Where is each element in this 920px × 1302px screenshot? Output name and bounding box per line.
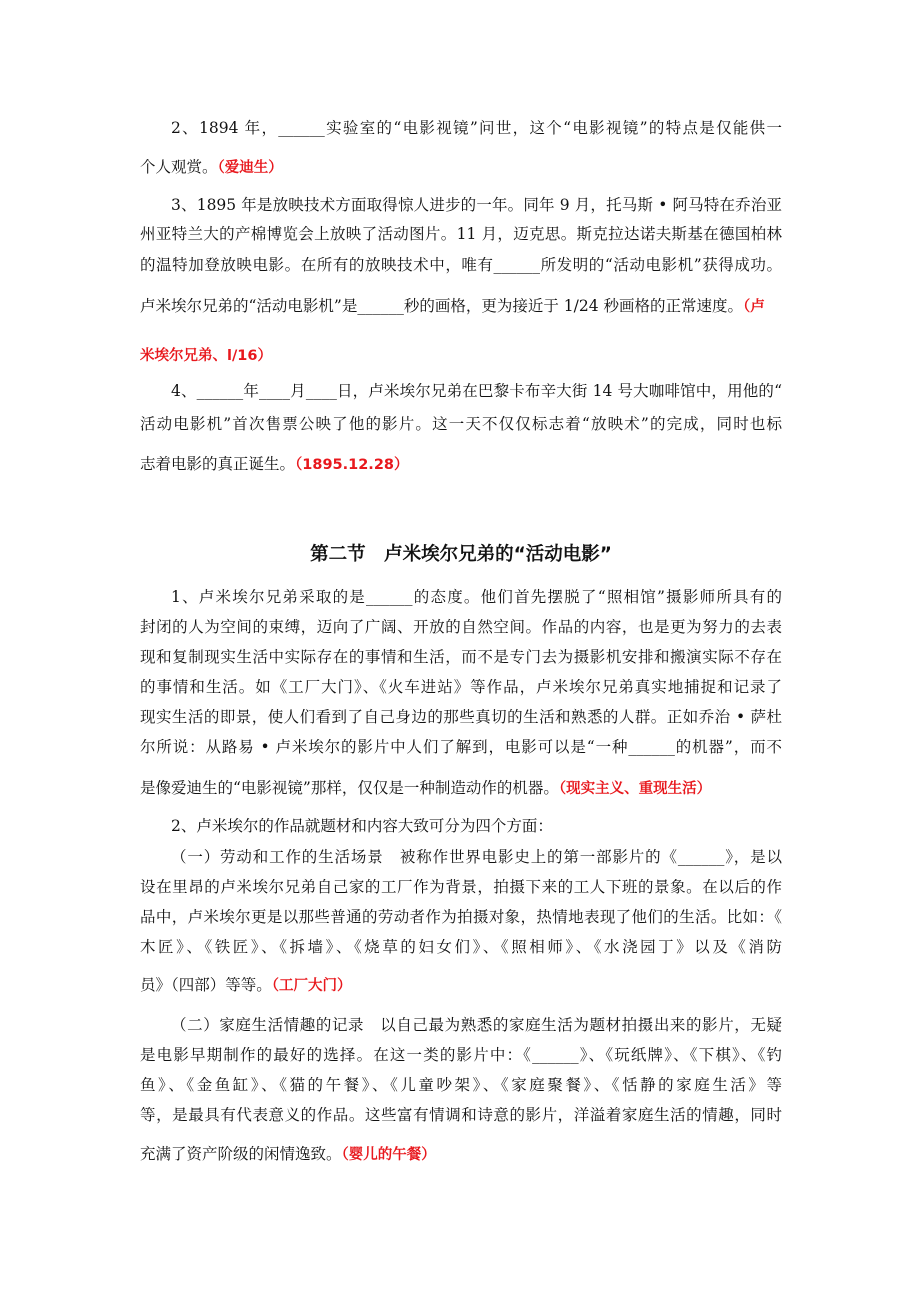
s2-q2-part1-line-4: 木匠》、《铁匠》、《拆墙》、《烧草的妇女们》、《照相师》、《水浇园丁》以及《消防: [140, 938, 782, 956]
q3-text: 卢米埃尔兄弟的“活动电影机”是______秒的画格，更为接近于 1/24 秒画格的正常速度。: [140, 297, 744, 315]
q4-line-3: [140, 454, 782, 475]
s2-q2-part2-line-2: 是电影早期制作的最好的选择。在这一类的影片中：《______》、《玩纸牌》、《下棋》、《钓: [140, 1046, 782, 1064]
s2-q2-part2-line-1: （二）家庭生活情趣的记录 以自己最为熟悉的家庭生活为题材拍摄出来的影片，无疑: [171, 1016, 782, 1034]
s2-q1-line-6: 尔所说：从路易 • 卢米埃尔的影片中人们了解到，电影可以是“一种______的机器”，而不: [140, 738, 782, 756]
s2-q2-part2-line-3: 鱼》、《金鱼缸》、《猫的午餐》、《儿童吵架》、《家庭聚餐》、《恬静的家庭生活》等: [140, 1076, 782, 1094]
s2-q1-text: 是像爱迪生的“电影视镜”那样，仅仅是一种制造动作的机器。: [140, 779, 559, 797]
s2-q1-line-2: 封闭的人为空间的束缚，迈向了广阔、开放的自然空间。作品的内容，也是更为努力的去表: [140, 618, 782, 636]
s2-q1-line-7: [140, 778, 782, 799]
s2-q2-part1-line-5: [140, 975, 782, 996]
section-heading: 第二节 卢米埃尔兄弟的“活动电影”: [310, 544, 612, 565]
s2-q2-part1-text: 员》（四部）等等。: [140, 976, 272, 994]
q3-answer-part2: 米埃尔兄弟、l/16）: [140, 348, 272, 364]
s2-q2-part2-line-5: [140, 1144, 782, 1165]
s2-q2-intro: 2、卢米埃尔的作品就题材和内容大致可分为四个方面：: [171, 817, 553, 835]
q3-line-2: 州亚特兰大的产棉博览会上放映了活动图片。11 月，迈克思。斯克拉达诺夫斯基在德国柏林: [140, 225, 782, 243]
q3-line-4: [140, 296, 782, 317]
s2-q2-part1-line-3: 品中，卢米埃尔更是以那些普通的劳动者作为拍摄对象，热情地表现了他们的生活。比如：《: [140, 908, 782, 926]
q3-line-3: 的温特加登放映电影。在所有的放映技术中，唯有______所发明的“活动电影机”获得成功。: [140, 256, 782, 274]
q2-text: 个人观赏。: [140, 158, 218, 176]
s2-q1-answer: （现实主义、重现生活）: [558, 781, 712, 797]
s2-q1-line-4: 的事情和生活。如《工厂大门》、《火车进站》等作品，卢米埃尔兄弟真实地捕捉和记录了: [140, 678, 782, 696]
s2-q1-line-3: 现和复制现实生活中实际存在的事情和生活，而不是专门去为摄影机安排和搬演实际不存在: [140, 648, 782, 666]
q3-line-1: 3、1895 年是放映技术方面取得惊人进步的一年。同年 9 月，托马斯 • 阿马特在乔治亚: [171, 196, 782, 214]
s2-q2-part1-line-2: 设在里昂的卢米埃尔兄弟自己家的工厂作为背景，拍摄下来的工人下班的景象。在以后的作: [140, 878, 782, 896]
q3-line-5: [140, 345, 782, 366]
q4-line-1: 4、______年____月____日，卢米埃尔兄弟在巴黎卡布辛大街 14 号大咖啡馆中，用他的“: [171, 382, 782, 400]
s2-q1-line-1: 1、卢米埃尔兄弟采取的是______的态度。他们首先摆脱了“照相馆”摄影师所具有的: [171, 588, 782, 606]
q4-answer: （1895.12.28）: [295, 457, 409, 473]
q2-line-2: [140, 157, 782, 178]
s2-q1-line-5: 现实生活的即景，使人们看到了自己身边的那些真切的生活和熟悉的人群。正如乔治 • 萨杜: [140, 708, 782, 726]
q4-line-2: 活动电影机”首次售票公映了他的影片。这一天不仅仅标志着“放映术”的完成，同时也标: [140, 415, 782, 433]
q3-answer-part1: （卢: [743, 299, 765, 315]
s2-q2-part2-answer: （婴儿的午餐）: [341, 1147, 436, 1163]
s2-q2-part1-line-1: （一）劳动和工作的生活场景 被称作世界电影史上的第一部影片的《______》，是以: [171, 848, 782, 866]
s2-q2-part2-text: 充满了资产阶级的闲情逸致。: [140, 1145, 342, 1163]
q2-line-1: 2、1894 年，______实验室的“电影视镜”问世，这个“电影视镜”的特点是仅能供一: [171, 119, 782, 137]
q2-answer: （爱迪生）: [217, 160, 283, 176]
q4-text: 志着电影的真正诞生。: [140, 455, 296, 473]
s2-q2-part1-answer: （工厂大门）: [271, 978, 352, 994]
s2-q2-part2-line-4: 等，是最具有代表意义的作品。这些富有情调和诗意的影片，洋溢着家庭生活的情趣，同时: [140, 1106, 782, 1124]
